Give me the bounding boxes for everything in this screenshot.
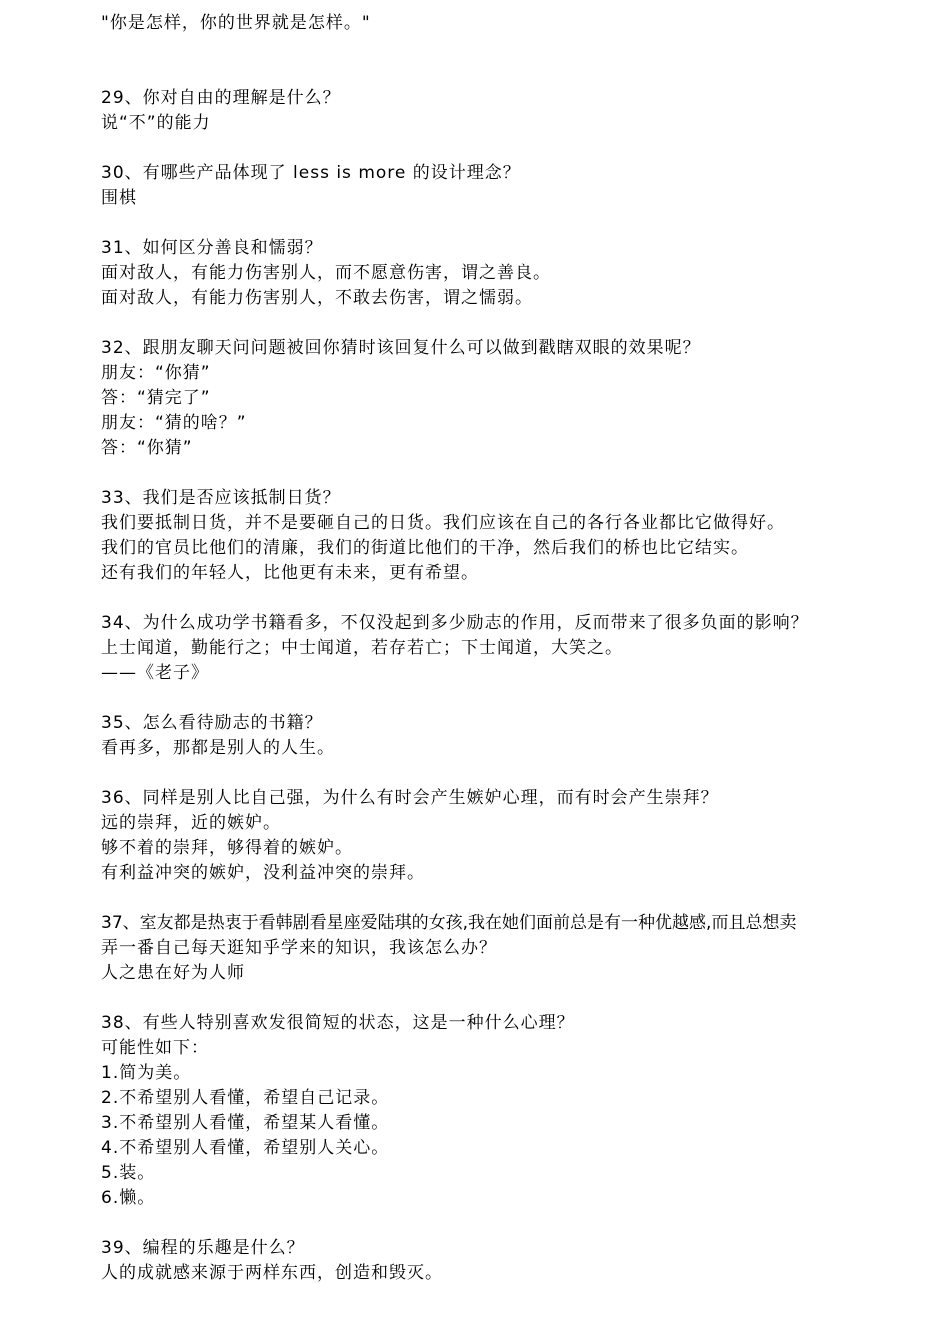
answer-38-line-7: 6.懒。 [101,1188,156,1208]
answer-38-line-1: 可能性如下： [101,1038,209,1058]
question-34: 34、为什么成功学书籍看多，不仅没起到多少励志的作用，反而带来了很多负面的影响？ [101,613,809,633]
question-37-continued: 弄一番自己每天逛知乎学来的知识，我该怎么办？ [101,938,497,958]
intro-quote: "你是怎样，你的世界就是怎样。" [101,13,371,33]
answer-36-line-3: 有利益冲突的嫉妒，没利益冲突的崇拜。 [101,863,425,883]
answer-30-line-1: 围棋 [101,188,137,208]
question-30: 30、有哪些产品体现了 less is more 的设计理念？ [101,163,521,183]
answer-33-line-1: 我们要抵制日货，并不是要砸自己的日货。我们应该在自己的各行各业都比它做得好。 [101,513,785,533]
answer-31-line-2: 面对敌人，有能力伤害别人，不敢去伤害，谓之懦弱。 [101,288,533,308]
answer-32-line-2: 答：“猜完了” [101,388,211,408]
answer-29-line-1: 说“不”的能力 [101,113,211,133]
answer-33-line-2: 我们的官员比他们的清廉，我们的街道比他们的干净，然后我们的桥也比它结实。 [101,538,749,558]
answer-32-line-3: 朋友：“猜的啥？” [101,413,247,433]
answer-38-line-2: 1.简为美。 [101,1063,192,1083]
question-36: 36、同样是别人比自己强，为什么有时会产生嫉妒心理，而有时会产生崇拜？ [101,788,719,808]
answer-36-line-2: 够不着的崇拜，够得着的嫉妒。 [101,838,353,858]
answer-32-line-1: 朋友：“你猜” [101,363,211,383]
answer-37-line-1: 人之患在好为人师 [101,963,245,983]
question-39: 39、编程的乐趣是什么？ [101,1238,305,1258]
answer-33-line-3: 还有我们的年轻人，比他更有未来，更有希望。 [101,563,479,583]
answer-31-line-1: 面对敌人，有能力伤害别人，而不愿意伤害，谓之善良。 [101,263,551,283]
answer-36-line-1: 远的崇拜，近的嫉妒。 [101,813,281,833]
answer-34-line-2: ——《老子》 [101,663,209,683]
question-32: 32、跟朋友聊天问问题被回你猜时该回复什么可以做到戳瞎双眼的效果呢？ [101,338,701,358]
answer-38-line-4: 3.不希望别人看懂，希望某人看懂。 [101,1113,390,1133]
question-31: 31、如何区分善良和懦弱？ [101,238,323,258]
answer-39-line-1: 人的成就感来源于两样东西，创造和毁灭。 [101,1263,443,1283]
answer-38-line-3: 2.不希望别人看懂，希望自己记录。 [101,1088,390,1108]
question-29: 29、你对自由的理解是什么？ [101,88,341,108]
answer-34-line-1: 上士闻道，勤能行之；中士闻道，若存若亡；下士闻道，大笑之。 [101,638,623,658]
question-38: 38、有些人特别喜欢发很简短的状态，这是一种什么心理？ [101,1013,575,1033]
answer-38-line-6: 5.装。 [101,1163,156,1183]
question-37: 37、室友都是热衷于看韩剧看星座爱陆琪的女孩,我在她们面前总是有一种优越感,而且总想卖 [101,913,797,933]
answer-32-line-4: 答：“你猜” [101,438,193,458]
question-35: 35、怎么看待励志的书籍？ [101,713,323,733]
answer-38-line-5: 4.不希望别人看懂，希望别人关心。 [101,1138,390,1158]
question-33: 33、我们是否应该抵制日货？ [101,488,341,508]
answer-35-line-1: 看再多，那都是别人的人生。 [101,738,335,758]
